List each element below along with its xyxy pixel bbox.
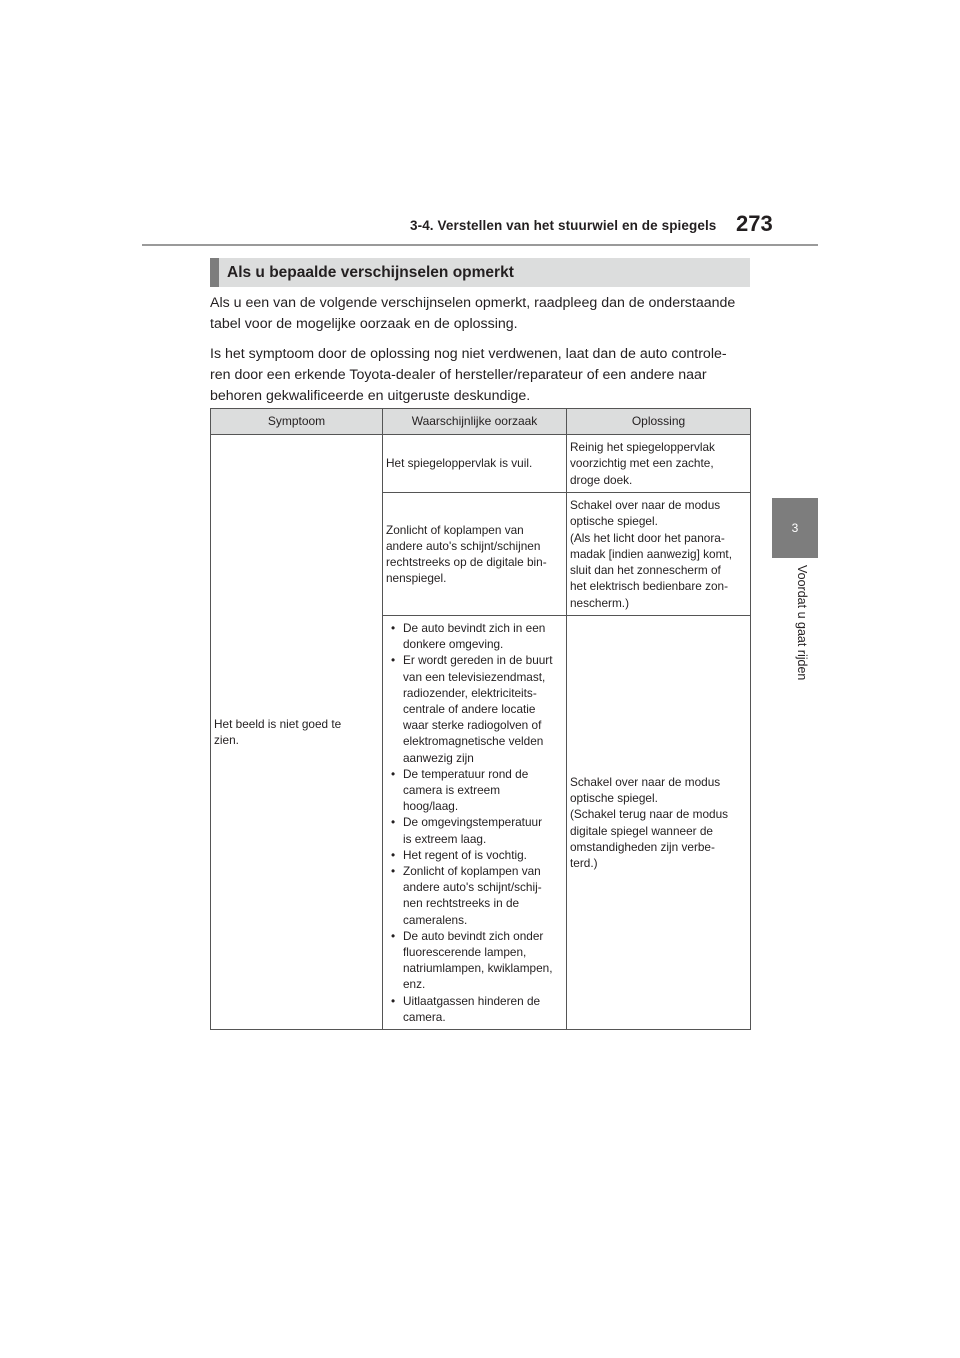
cause-line: aanwezig zijn bbox=[403, 750, 474, 765]
cause-line: rechtstreeks op de digitale bin- bbox=[386, 555, 547, 569]
list-item bbox=[386, 766, 563, 815]
solution-cell bbox=[567, 616, 751, 1030]
solution-line: Schakel over naar de modus bbox=[570, 774, 721, 789]
solution-line: sluit dan het zonnescherm of bbox=[570, 563, 721, 578]
symptom-line: zien. bbox=[214, 733, 239, 748]
solution-line: Reinig het spiegeloppervlak bbox=[570, 440, 715, 455]
cause-line: Het spiegeloppervlak is vuil. bbox=[386, 456, 533, 471]
note-line: behoren gekwalificeerde en uitgeruste deskundige. bbox=[210, 388, 531, 404]
header-divider bbox=[142, 244, 818, 246]
cause-line: radiozender, elektriciteits- bbox=[403, 685, 537, 700]
section-banner bbox=[210, 258, 750, 287]
cause-line: Er wordt gereden in de buurt bbox=[403, 653, 553, 668]
intro-line: Als u een van de volgende verschijnselen opmerkt, raadpleeg dan de onderstaande bbox=[210, 295, 736, 311]
cause-line: donkere omgeving. bbox=[403, 637, 504, 652]
intro-line: tabel voor de mogelijke oorzaak en de oplossing. bbox=[210, 316, 518, 332]
solution-line: nescherm.) bbox=[570, 595, 630, 610]
solution-line: omstandigheden zijn verbe- bbox=[570, 839, 715, 854]
list-item bbox=[386, 814, 563, 846]
cause-line: De auto bevindt zich onder bbox=[403, 928, 544, 943]
cause-line: Uitlaatgassen hinderen de bbox=[403, 993, 541, 1008]
list-item bbox=[386, 620, 563, 652]
cause-line: De temperatuur rond de bbox=[403, 766, 529, 781]
cause-line: enz. bbox=[403, 977, 426, 992]
note-line: ren door een erkende Toyota-dealer of hersteller/reparateur of een andere naar bbox=[210, 367, 707, 383]
list-item bbox=[386, 847, 563, 863]
solution-line: optische spiegel. bbox=[570, 514, 658, 529]
cause-line: waar sterke radiogolven of bbox=[403, 718, 542, 733]
header-solution: Oplossing bbox=[567, 409, 751, 435]
cause-line: van een televisiezendmast, bbox=[403, 669, 546, 684]
symptom-table bbox=[210, 408, 751, 1030]
cause-line: Zonlicht of koplampen van bbox=[403, 864, 541, 879]
running-header-section: 3-4. Verstellen van het stuurwiel en de spiegels bbox=[410, 218, 717, 233]
header-symptom: Symptoom bbox=[211, 409, 383, 435]
solution-line: digitale spiegel wanneer de bbox=[570, 823, 713, 838]
intro-paragraph bbox=[210, 293, 755, 335]
cause-line: cameralens. bbox=[403, 912, 468, 927]
list-item bbox=[386, 863, 563, 928]
list-item bbox=[386, 993, 563, 1025]
table-row bbox=[211, 435, 751, 493]
cause-line: Het regent of is vochtig. bbox=[403, 847, 527, 862]
solution-line: optische spiegel. bbox=[570, 791, 658, 806]
cause-line: centrale of andere locatie bbox=[403, 702, 536, 717]
table-header-row bbox=[211, 409, 751, 435]
list-item bbox=[386, 652, 563, 765]
symptom-cell bbox=[211, 435, 383, 1030]
note-paragraph bbox=[210, 344, 755, 407]
solution-line: Schakel over naar de modus bbox=[570, 498, 721, 513]
solution-cell bbox=[567, 435, 751, 493]
page-number: 273 bbox=[736, 211, 773, 236]
solution-cell bbox=[567, 493, 751, 616]
header-cause: Waarschijnlijke oorzaak bbox=[383, 409, 567, 435]
chapter-tab bbox=[772, 498, 818, 558]
cause-line: De omgevingstemperatuur bbox=[403, 815, 543, 830]
cause-cell bbox=[383, 616, 567, 1030]
cause-line: De auto bevindt zich in een bbox=[403, 621, 546, 635]
cause-line: hoog/laag. bbox=[403, 799, 459, 814]
cause-line: andere auto's schijnt/schijnen bbox=[386, 538, 541, 553]
solution-line: (Als het licht door het panora- bbox=[570, 530, 725, 545]
section-title: Als u bepaalde verschijnselen opmerkt bbox=[227, 263, 514, 281]
solution-line: (Schakel terug naar de modus bbox=[570, 807, 729, 822]
chapter-number: 3 bbox=[791, 521, 799, 535]
solution-line: madak [indien aanwezig] komt, bbox=[570, 546, 732, 561]
chapter-label: Voordat u gaat rijden bbox=[795, 565, 809, 681]
cause-cell bbox=[383, 435, 567, 493]
cause-line: andere auto's schijnt/schij- bbox=[403, 880, 542, 895]
symptom-line: Het beeld is niet goed te bbox=[214, 716, 342, 731]
cause-cell bbox=[383, 493, 567, 616]
cause-line: camera is extreem bbox=[403, 783, 501, 798]
cause-line: nen rechtstreeks in de bbox=[403, 896, 520, 911]
cause-line: natriumlampen, kwiklampen, bbox=[403, 961, 553, 976]
cause-line: camera. bbox=[403, 1009, 446, 1024]
cause-list bbox=[386, 620, 563, 1025]
cause-line: nenspiegel. bbox=[386, 571, 447, 586]
list-item bbox=[386, 928, 563, 993]
cause-line: Zonlicht of koplampen van bbox=[386, 522, 524, 537]
solution-line: voorzichtig met een zachte, bbox=[570, 456, 714, 471]
cause-line: is extreem laag. bbox=[403, 831, 487, 846]
note-line: Is het symptoom door de oplossing nog niet verdwenen, laat dan de auto controle- bbox=[210, 346, 727, 362]
solution-line: het elektrisch bedienbare zon- bbox=[570, 579, 729, 594]
solution-line: terd.) bbox=[570, 855, 598, 870]
section-banner-bar bbox=[210, 258, 219, 287]
cause-line: elektromagnetische velden bbox=[403, 734, 544, 749]
cause-line: fluorescerende lampen, bbox=[403, 945, 527, 960]
solution-line: droge doek. bbox=[570, 472, 633, 487]
